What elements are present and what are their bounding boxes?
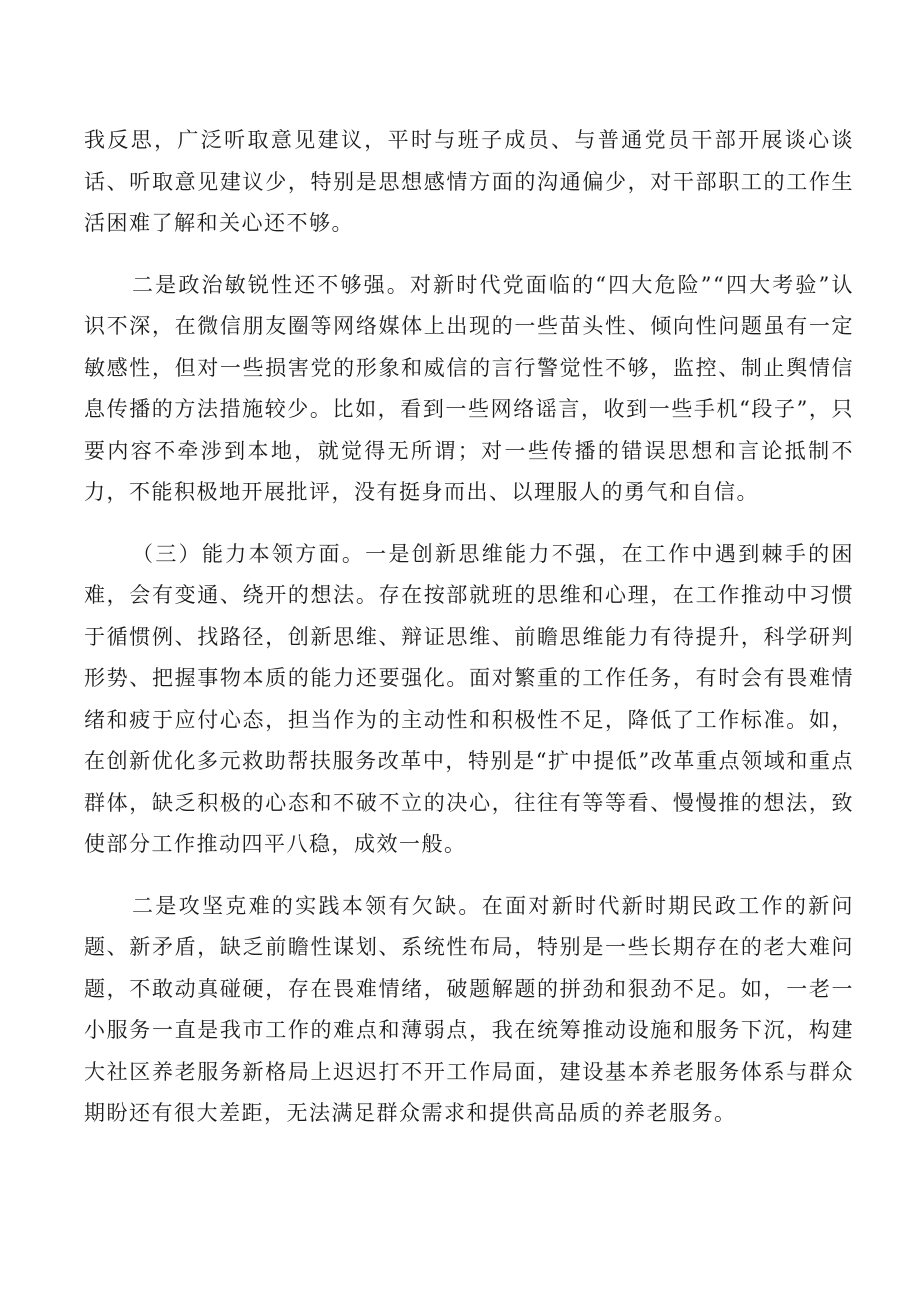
- paragraph-1: 我反思，广泛听取意见建议，平时与班子成员、与普通党员干部开展谈心谈话、听取意见建议少，特别是思想感情方面的沟通偏少，对干部职工的工作生活困难了解和关心还不够。: [84, 128, 854, 235]
- paragraph-4: 二是攻坚克难的实践本领有欠缺。在面对新时代新时期民政工作的新问题、新矛盾，缺乏前瞻性谋划、系统性布局，特别是一些长期存在的老大难问题，不敢动真碰硬，存在畏难情绪，破题解题的拼劲和狠劲不足。如，一老一小服务一直是我市工作的难点和薄弱点，我在统筹推动设施和服务下沉，构建大社区养老服务新格局上迟迟打不开工作局面，建设基本养老服务体系与群众期盼还有很大差距，无法满足群众需求和提供高品质的养老服务。: [84, 893, 854, 1125]
- document-body: [84, 120, 854, 1155]
- paragraph-3: （三）能力本领方面。一是创新思维能力不强，在工作中遇到棘手的困难，会有变通、绕开的想法。存在按部就班的思维和心理，在工作推动中习惯于循惯例、找路径，创新思维、辩证思维、前瞻思维能力有待提升，科学研判形势、把握事物本质的能力还要强化。面对繁重的工作任务，有时会有畏难情绪和疲于应付心态，担当作为的主动性和积极性不足，降低了工作标准。如，在创新优化多元救助帮扶服务改革中，特别是“扩中提低”改革重点领域和重点群体，缺乏积极的心态和不破不立的决心，往往有等等看、慢慢推的想法，致使部分工作推动四平八稳，成效一般。: [84, 541, 854, 856]
- paragraph-2: 二是政治敏锐性还不够强。对新时代党面临的“四大危险”“四大考验”认识不深，在微信朋友圈等网络媒体上出现的一些苗头性、倾向性问题虽有一定敏感性，但对一些损害党的形象和威信的言行警觉性不够，监控、制止舆情信息传播的方法措施较少。比如，看到一些网络谣言，收到一些手机“段子”，只要内容不牵涉到本地，就觉得无所谓；对一些传播的错误思想和言论抵制不力，不能积极地开展批评，没有挺身而出、以理服人的勇气和自信。: [84, 272, 854, 504]
